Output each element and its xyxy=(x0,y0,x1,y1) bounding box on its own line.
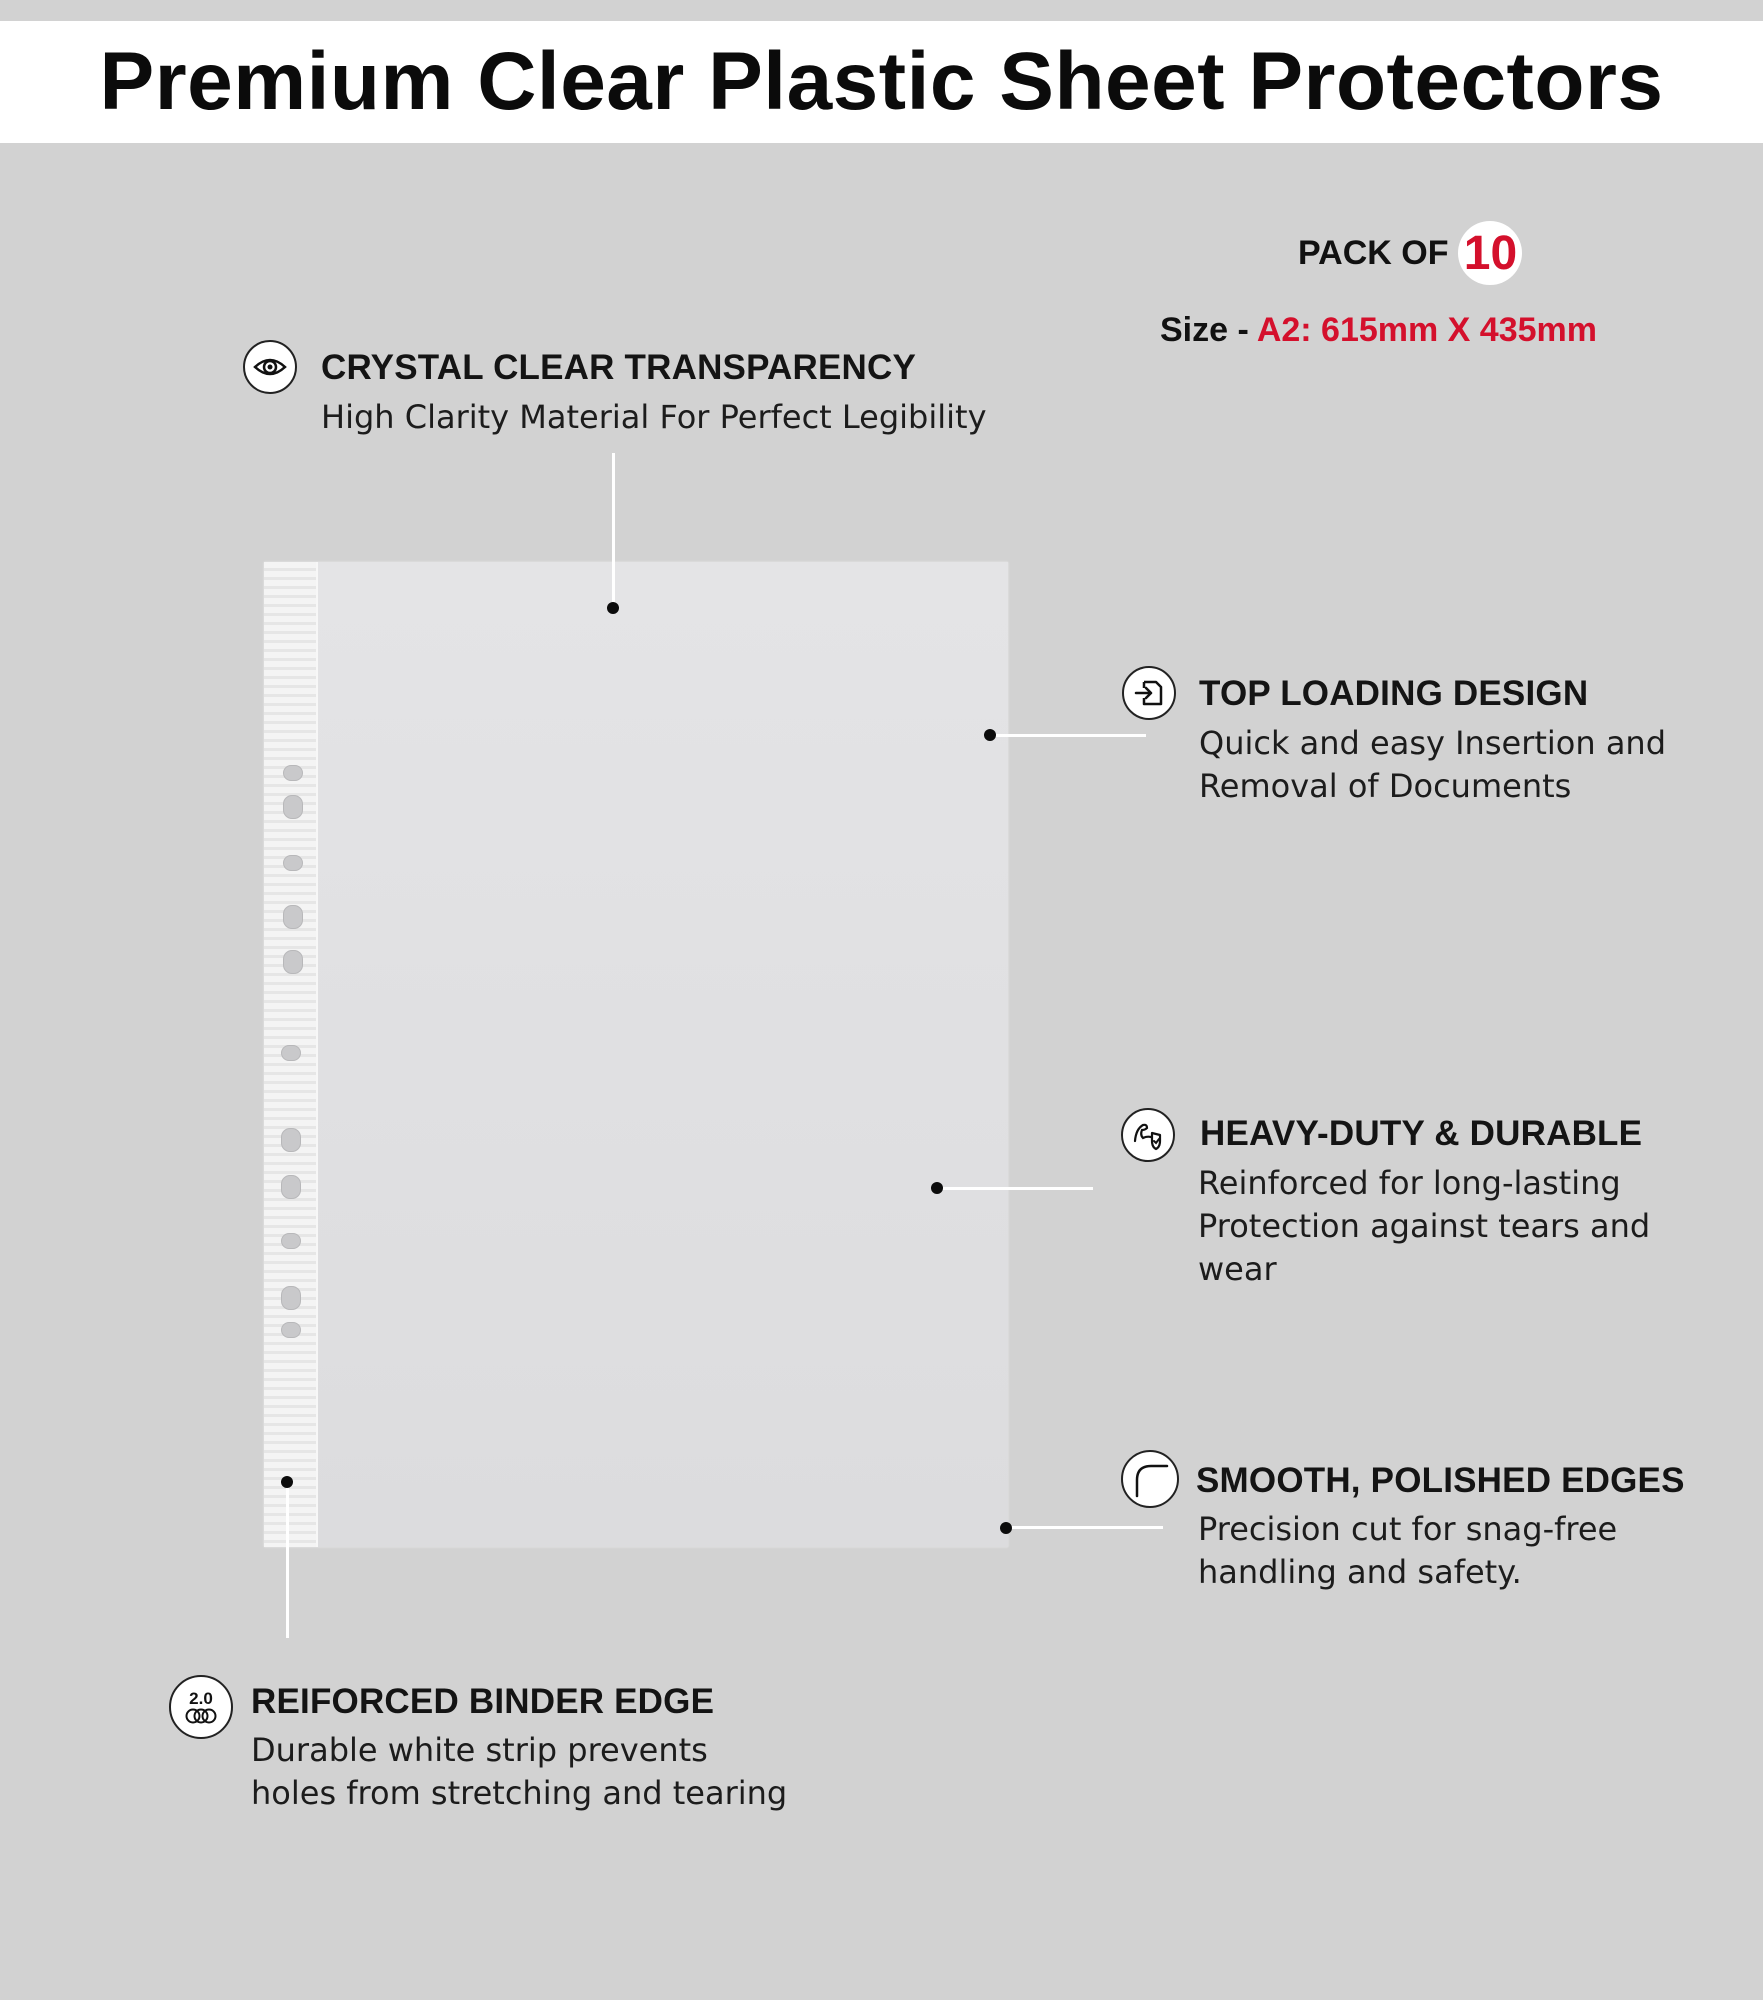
pack-info xyxy=(1298,213,1522,293)
binder-hole xyxy=(283,855,303,871)
binder-hole xyxy=(281,1233,301,1249)
document-insert-icon xyxy=(1122,666,1176,720)
binder-hole xyxy=(283,950,303,974)
binder-hole xyxy=(281,1175,301,1199)
reinforced-icon-label: 2.0 xyxy=(189,1688,213,1708)
size-info xyxy=(1160,311,1597,350)
feature-desc-binder-edge: Durable white strip prevents holes from stretching and tearing xyxy=(251,1731,788,1812)
sheet-protector xyxy=(264,562,1008,1547)
feature-desc-transparency: High Clarity Material For Perfect Legibility xyxy=(321,398,987,436)
binder-hole xyxy=(281,1286,301,1310)
title-banner xyxy=(0,21,1763,143)
feature-title-heavy-duty: HEAVY-DUTY & DURABLE xyxy=(1200,1114,1643,1153)
binder-hole xyxy=(281,1128,301,1152)
callout-dot-top-loading xyxy=(984,729,996,741)
binder-hole xyxy=(283,795,303,819)
rounded-corner-icon xyxy=(1121,1450,1179,1508)
size-value: A2: 615mm X 435mm xyxy=(1256,311,1597,349)
feature-desc-heavy-duty: Reinforced for long-lasting Protection against tears and wear xyxy=(1198,1164,1651,1288)
page-title: Premium Clear Plastic Sheet Protectors xyxy=(99,36,1664,127)
binder-hole xyxy=(283,765,303,781)
callout-line-transparency xyxy=(612,453,615,608)
feature-title-smooth-edges: SMOOTH, POLISHED EDGES xyxy=(1196,1461,1685,1500)
strength-shield-icon xyxy=(1121,1108,1175,1162)
binder-hole xyxy=(281,1322,301,1338)
callout-line-top-loading xyxy=(990,734,1146,737)
feature-title-binder-edge: REIFORCED BINDER EDGE xyxy=(251,1682,715,1721)
callout-dot-heavy-duty xyxy=(931,1182,943,1194)
sheet-pocket xyxy=(312,562,1008,1547)
reinforced-rings-icon xyxy=(169,1675,233,1739)
pack-count-badge: 10 xyxy=(1458,221,1522,285)
feature-title-top-loading: TOP LOADING DESIGN xyxy=(1199,674,1589,713)
size-label: Size - xyxy=(1160,311,1249,349)
pack-label: PACK OF xyxy=(1298,233,1449,272)
binder-hole xyxy=(281,1045,301,1061)
binder-hole xyxy=(283,905,303,929)
callout-dot-smooth-edges xyxy=(1000,1522,1012,1534)
feature-desc-top-loading: Quick and easy Insertion and Removal of Documents xyxy=(1199,724,1667,805)
callout-line-smooth-edges xyxy=(1010,1526,1163,1529)
feature-desc-smooth-edges: Precision cut for snag-free handling and safety. xyxy=(1198,1510,1618,1591)
feature-title-transparency: CRYSTAL CLEAR TRANSPARENCY xyxy=(321,348,917,387)
callout-dot-binder-edge xyxy=(281,1476,293,1488)
callout-dot-transparency xyxy=(607,602,619,614)
callout-line-heavy-duty xyxy=(940,1187,1093,1190)
callout-line-binder-edge xyxy=(286,1482,289,1638)
eye-icon xyxy=(243,340,297,394)
